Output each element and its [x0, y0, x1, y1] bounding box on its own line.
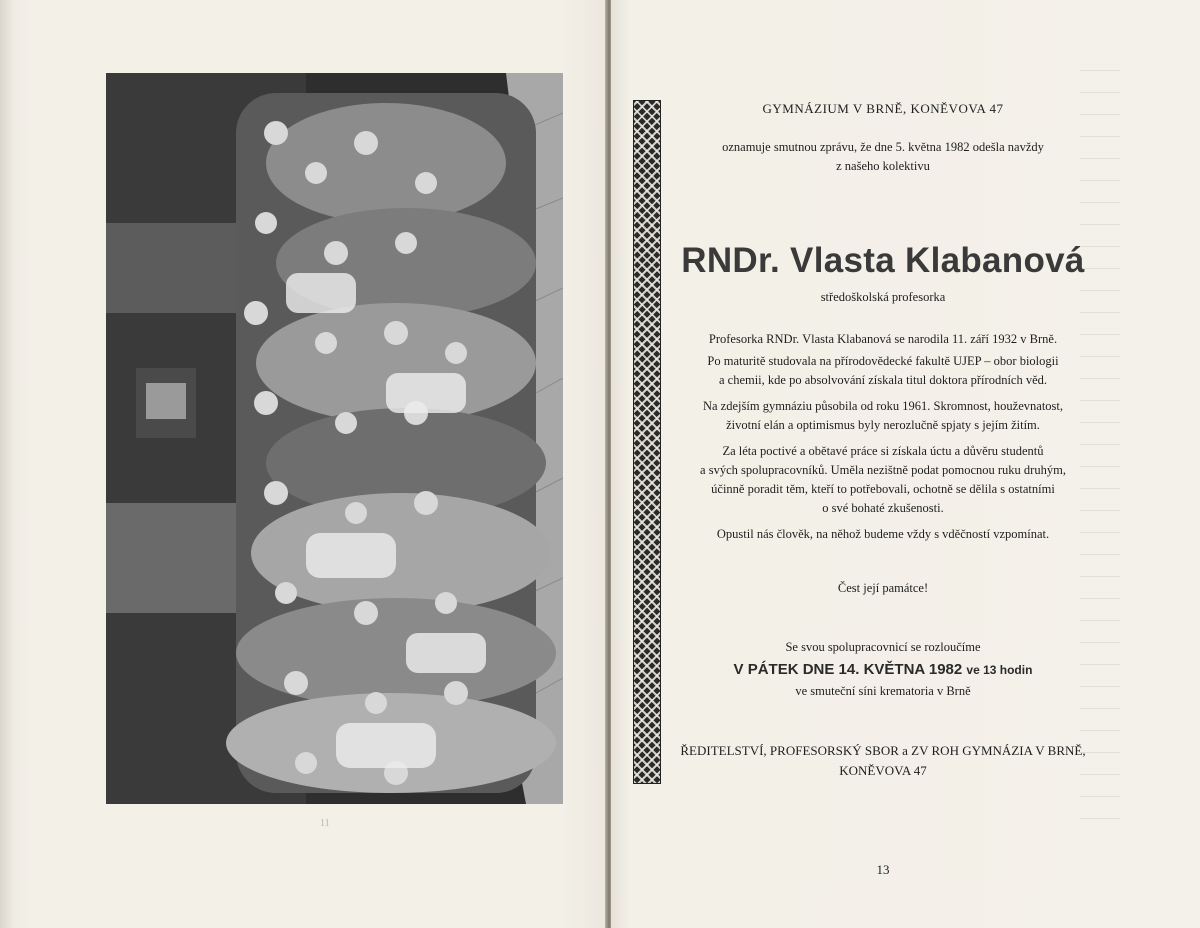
biography-line: životní elán a optimismus byly nerozlučně spjaty s jejím žitím.	[726, 418, 1040, 432]
biography-paragraph-4	[668, 442, 1098, 518]
signature-line-2: KONĚVOVA 47	[839, 763, 927, 778]
page-number: 13	[876, 862, 890, 877]
funeral-place: ve smuteční síni krematoria v Brně	[795, 684, 971, 698]
funeral-time: ve 13 hodin	[966, 663, 1033, 677]
biography-paragraph-1: Profesorka RNDr. Vlasta Klabanová se narodila 11. září 1932 v Brně.	[708, 332, 1058, 346]
signature-line-1: ŘEDITELSTVÍ, PROFESORSKÝ SBOR a ZV ROH GYMNÁZIA V BRNĚ,	[680, 743, 1086, 758]
decorative-border	[633, 100, 661, 784]
announcement	[668, 138, 1098, 176]
biography-line: a chemii, kde po absolvování získala titul doktora přírodních věd.	[718, 373, 1048, 387]
funeral-date	[668, 661, 1098, 678]
biography-line: účinně poradit těm, kteří to potřebovali, ochotně se dělila s ostatními	[711, 482, 1055, 496]
biography-paragraph-5: Opustil nás člověk, na něhož budeme vždy s vděčností vzpomínat.	[716, 527, 1050, 541]
group-photo-image	[106, 73, 563, 804]
announcement-line-1: oznamuje smutnou zprávu, že dne 5. května 1982 odešla navždy	[722, 140, 1044, 154]
left-page-mark: 11	[320, 818, 330, 829]
biography-line: Na zdejším gymnáziu působila od roku 1961. Skromnost, houževnatost,	[702, 399, 1064, 413]
farewell-line: Se svou spolupracovnicí se rozloučíme	[785, 640, 981, 654]
group-photograph	[106, 73, 563, 804]
deceased-name: RNDr. Vlasta Klabanová	[681, 241, 1085, 280]
biography-paragraph-2	[668, 352, 1098, 390]
school-heading: GYMNÁZIUM V BRNĚ, KONĚVOVA 47	[762, 101, 1004, 116]
honor-line: Čest její památce!	[837, 581, 929, 595]
signature	[668, 741, 1098, 781]
biography-line: a svých spolupracovníků. Uměla nezištně podat pomocnou ruku druhým,	[700, 463, 1066, 477]
biography-paragraph-3	[668, 397, 1098, 435]
biography-line: Za léta poctivé a obětavé práce si získala úctu a důvěru studentů	[722, 444, 1044, 458]
funeral-date-main: V PÁTEK DNE 14. KVĚTNA 1982	[733, 661, 963, 678]
deceased-role: středoškolská profesorka	[820, 290, 946, 304]
biography-line: Po maturitě studovala na přírodovědecké fakultě UJEP – obor biologii	[707, 354, 1059, 368]
biography-line: o své bohaté zkušenosti.	[822, 501, 944, 515]
announcement-line-2: z našeho kolektivu	[836, 159, 930, 173]
